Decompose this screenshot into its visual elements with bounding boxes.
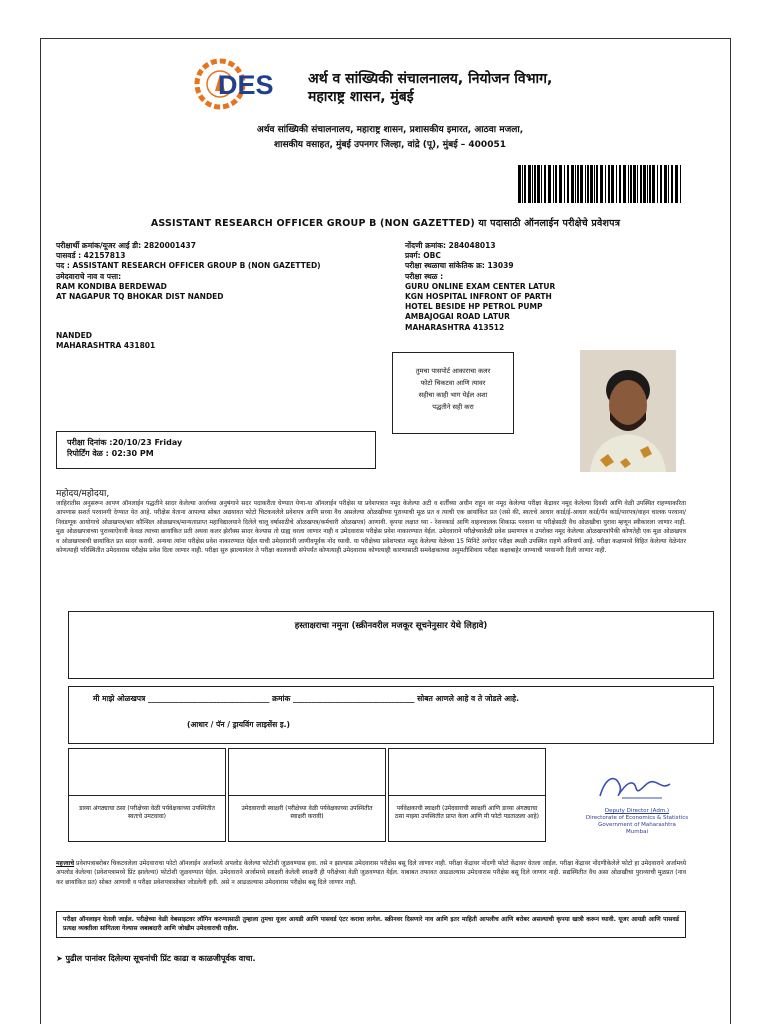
registration-number: नोंदणी क्रमांक: 284048013 [405, 241, 496, 250]
venue-label: परीक्षा स्थळ : [405, 271, 444, 281]
signature-specimen-title: हस्ताक्षराचा नमुना (स्क्रीनवरील मजकूर सूचनेनुसार येथे लिहावे) [294, 621, 488, 631]
arrow-bullet-icon: ➤ [56, 954, 66, 963]
admit-card-title: ASSISTANT RESEARCH OFFICER GROUP B (NON GAZETTED) या पदासाठी ऑनलाईन परीक्षेचे प्रवेशपत्र [150, 218, 621, 229]
department-address: अर्थव सांख्यिकी संचालनालय, महाराष्ट्र शासन, प्रशासकीय इमारत, आठवा मजला, शासकीय वसाहत, मुंबई उपनगर जिल्हा, वांद्रे (पू), मुंबई – 400051 [256, 125, 524, 150]
barcode-icon [516, 165, 686, 203]
signature-specimen-box [68, 611, 714, 679]
logo-text: DES [218, 70, 274, 100]
venue-line-5: MAHARASHTRA 413512 [405, 322, 505, 332]
important-label: महत्त्वाचे [56, 860, 75, 867]
supervisor-signature-box [388, 748, 546, 842]
candidate-name: RAM KONDIBA BERDEWAD [56, 281, 167, 291]
final-instruction: ➤ पुढील पानांवर दिलेल्या सूचनांची प्रिंट काढा व काळजीपूर्वक वाचा. [56, 954, 256, 963]
venue-code: परीक्षा स्थळाचा सांकेतिक क्र: 13039 [405, 261, 514, 271]
exam-date: परीक्षा दिनांक :20/10/23 Friday [67, 438, 183, 447]
id-declaration-box [68, 686, 714, 744]
venue-line-3: HOTEL BESIDE HP PETROL PUMP [405, 302, 543, 312]
thumb-impression-box [68, 748, 226, 842]
id-declaration-line: मी माझे ओळखपत्र ________________________________ क्रमांक ________________________________ सोबत आणले आहे व ते जोडले आहे. [93, 694, 519, 703]
des-logo [194, 58, 304, 110]
candidate-signature-label: उमेदवाराची स्वाक्षरी (परीक्षेच्या वेळी पर्यवेक्षकाच्या उपस्थितीत स्वाक्षरी करावी) [241, 805, 373, 820]
handwritten-signature-icon [592, 770, 682, 804]
candidate-info [56, 241, 321, 302]
photo-instruction-box: तुमचा पासपोर्ट आकाराचा कलर फोटो चिकटवा आणि त्यावर सहीचा काही भाग येईल अशा पद्धतीने सही करा [392, 352, 514, 434]
post-name: पद : ASSISTANT RESEARCH OFFICER GROUP B (NON GAZETTED) [56, 261, 321, 271]
candidate-address-1: AT NAGAPUR TQ BHOKAR DIST NANDED [56, 292, 224, 302]
roll-number: परीक्षार्थी क्रमांक/यूजर आई डी: 2820001437 [56, 241, 196, 250]
thumb-impression-label: डाव्या अंगठ्याचा ठसा (परीक्षेच्या वेळी पर्यवेक्षकाच्या उपस्थितीत स्वतःचे उमटवावा) [79, 805, 215, 820]
registration-info [405, 241, 555, 333]
instructions-paragraph: जाहिरातीस अनुसरून आपण ऑनलाईन पद्धतीने सादर केलेल्या अर्जाच्या अनुषंगाने सदर पदाकरीता घेण्यात येणा-या ऑनलाईन परीक्षेस या प्रवेशपत्रात नमूद केलेल्या अटी व शर्तींच्या अधीन राहून वर नमूद केलेल्या परीक्षा केंद्रावर नमूद केलेल्या दिवशी आणि वेळी उपस्थित राहण्याकरिता आपणास सशर्त परवानगी देण्यात येत आहे. परीक्षेस येताना आपल्या सोबत अद्ययावत फोटो चिटकवलेले प्रवेशपत्र आणि सध्या वैध असलेल्या ओळखीच्या पुराव्याची मूळ प्रत व त्याची एक छायांकित प्रत (जसे की, स्वतःचे आधार कार्ड/ई-आधार कार्ड/पॅन कार्ड/पारपत्र/वाहन चालक परवाना/निवडणूक आयोगाचे ओळखपत्र/बार कौन्सिल ओळखपत्र/मान्यताप्राप्त महाविद्यालयाने दिलेले चालू वर्षासाठीचे ओळखपत्र/कर्मचारी ओळखपत्र) आणावी. कृपया लक्षात घ्या - रेशनकार्ड आणि वाहनचालक शिकाऊ परवाना या परीक्षेसाठी वैध ओळखीचा पुरावा म्हणून स्वीकारला जाणार नाही. मूळ ओळखपत्राच्या पुराव्याऐवजी केवळ त्याच्या छायांकित प्रती अथवा कलर झेरॉक्स सादर केल्यास तो ग्राह्य धरला जाणार नाही व उमेदवारास परीक्षेस प्रवेश नाकारण्यात येईल. उमेदवाराने परीक्षेच्यावेळी प्रवेश प्रमाणपत्र व उपरोक्त नमूद केलेल्या ओळखपत्रांपैकी कोणतेही एक मूळ ओळखपत्र व ओळखपत्राची छायांकित प्रत सादर करावी. अन्यथा त्यांना परीक्षेस प्रवेश नाकारण्यात येईल याची उमेदवारांनी जाणीवपूर्वक नोंद घ्यावी. या परीक्षेच्या प्रवेशपत्रात नमूद केलेल्या वेळेच्या 15 मिनिटे अगोदर परीक्षा स्थळी उपस्थित राहणे अनिवार्य आहे. परीक्षा कक्षामध्ये विहित केलेल्या वेळेनंतर कोणत्याही परिस्थितीत उमेदवारास परीक्षेस प्रवेश दिला जाणार नाही. परीक्षा सुरु झाल्यानंतर ते परीक्षा कालावधी संपेपर्यंत कोणत्याही उमेदवारास कोणत्याही कारणासाठी समवेक्षकाच्या अनुमतीशिवाय परीक्षा कक्षाबाहेर जाण्याची परवानगी दिली जाणार नाही. [56, 500, 686, 555]
venue-line-2: KGN HOSPITAL INFRONT OF PARTH [405, 292, 552, 302]
candidate-address-tail: NANDED MAHARASHTRA 431801 [56, 331, 156, 351]
venue-line-1: GURU ONLINE EXAM CENTER LATUR [405, 281, 556, 291]
password: पासवर्ड : 42157813 [56, 251, 126, 261]
login-notice-box: परीक्षा ऑनलाइन घेतली जाईल. परीक्षेच्या वेळी वेबसाइटवर लॉगिन करण्यासाठी तुम्हाला तुमचा यूजर आयडी आणि पासवर्ड एंटर करावा लागेल. स्क्रीनवर दिसणारे नाव आणि इतर माहिती आपलीच आणि बरोबर असल्याची कृपया खात्री करून घ्यावी. यूजर आयडी आणि पासवर्ड प्रत्यक्ष व्यक्तीला सांगितला गेल्यास जबाबदारी आणि जोखीम उमेदवाराची राहील. [56, 911, 686, 938]
id-types: (आधार / पॅन / ड्रायविंग लाइसेंस इ.) [187, 720, 291, 729]
candidate-portrait-icon [580, 350, 676, 472]
candidate-photo [580, 350, 676, 472]
department-title: अर्थ व सांख्यिकी संचालनालय, नियोजन विभाग, महाराष्ट्र शासन, मुंबई [308, 71, 553, 105]
salutation: महोदय/महोदया, [56, 489, 110, 499]
name-address-label: उमेदवाराचे नाव व पत्ता: [56, 271, 122, 281]
supervisor-signature-label: पर्यवेक्षकाची स्वाक्षरी (उमेदवाराची स्वाक्षरी आणि डाव्या अंगठ्याचा ठसा माझ्या उपस्थितीत प्राप्त केला आणि मी फोटो पडताळला आहे) [395, 805, 539, 820]
candidate-signature-box [228, 748, 386, 842]
reporting-time: रिपोर्टिंग वेळ : 02:30 PM [67, 449, 154, 458]
exam-date-box [56, 431, 376, 469]
category: प्रवर्ग: OBC [405, 251, 441, 261]
venue-line-4: AMBAJOGAI ROAD LATUR [405, 312, 510, 322]
authority-signature: Deputy Director (Adm.) Directorate of Economics & Statistics Government of Maharashtra Mumbai [572, 770, 702, 836]
important-note: महत्त्वाचे प्रवेशपत्राबरोबर चिकटवलेला उमेदवाराचा फोटो ऑनलाईन अर्जामध्ये अपलोड केलेल्या फोटोशी जुळवण्यास हवा. तसे न झाल्यास उमेदवारास परीक्षेस बसू दिले जाणार नाही. परीक्षा केंद्रावर नोंदणी फोटो केंद्रावर घेतला जाईल. परीक्षा केंद्रावर नोंदणीकेलेले फोटो हा उमेदवाराने अर्जामध्ये अपलोड केलेल्या (प्रवेशपत्रामध्ये प्रिंट झालेल्या) फोटोशी जुळवण्यात येईल. उमेदवाराने अर्जामध्ये स्वाक्षरी केलेली स्वाक्षरी ही परीक्षेच्या वेळी जुळवण्यात येईल. याबाबत तफावत आढळल्यास उमेदवारास परीक्षेस बसू दिले जाणार नाही. सद्यस्थितीत वैध असा ओळखीचा पुराव्याची मूळप्रत (नाव कर छायांकित प्रत) सोबत आणावी व परीक्षा प्रवेशपत्रासोबत जोडलेली हवी. असे न आढळल्यास उमेदवारास परीक्षेस बसू दिले जाणार नाही. [56, 860, 686, 886]
